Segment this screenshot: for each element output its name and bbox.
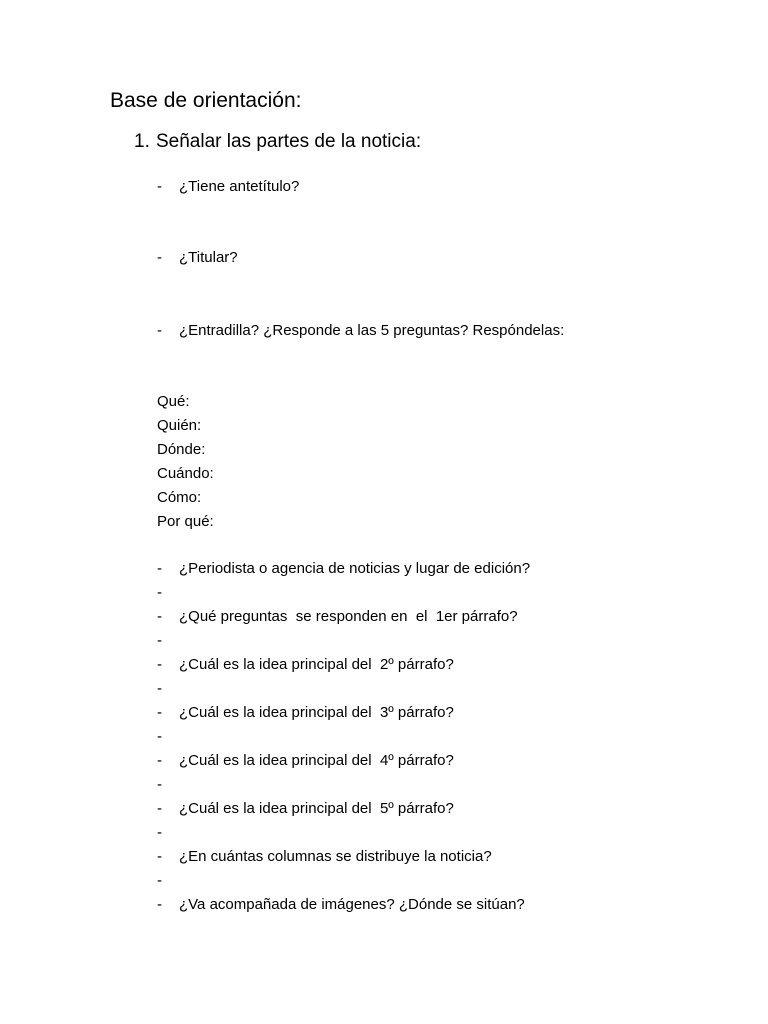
- bullet-text: ¿Cuál es la idea principal del 2º párrafo?: [179, 656, 454, 673]
- bullet-dash: -: [157, 872, 162, 889]
- bullet-text: ¿Cuál es la idea principal del 4º párrafo?: [179, 752, 454, 769]
- bullet-dash: -: [157, 322, 162, 339]
- bullet-dash: -: [157, 728, 162, 745]
- question-label: Qué:: [157, 393, 190, 410]
- bullet-dash: -: [157, 680, 162, 697]
- bullet-dash: -: [157, 249, 162, 266]
- bullet-dash: -: [157, 560, 162, 577]
- bullet-text: ¿Titular?: [179, 249, 238, 266]
- page-heading: Base de orientación:: [110, 89, 302, 112]
- bullet-text: ¿Qué preguntas se responden en el 1er párrafo?: [179, 608, 518, 625]
- bullet-text: ¿Cuál es la idea principal del 5º párrafo?: [179, 800, 454, 817]
- bullet-text: ¿Entradilla? ¿Responde a las 5 preguntas? Respóndelas:: [179, 322, 565, 339]
- bullet-dash: -: [157, 896, 162, 913]
- bullet-text: ¿En cuántas columnas se distribuye la noticia?: [179, 848, 492, 865]
- bullet-text: ¿Va acompañada de imágenes? ¿Dónde se sitúan?: [179, 896, 525, 913]
- bullet-dash: -: [157, 632, 162, 649]
- question-label: Quién:: [157, 417, 202, 434]
- bullet-dash: -: [157, 848, 162, 865]
- question-label: Por qué:: [157, 513, 214, 530]
- question-label: Cuándo:: [157, 465, 214, 482]
- numbered-item: [134, 130, 421, 154]
- numbered-item-text: Señalar las partes de la noticia:: [156, 131, 422, 152]
- bullet-dash: -: [157, 776, 162, 793]
- bullet-dash: -: [157, 178, 162, 195]
- numbered-item-number: 1.: [134, 131, 150, 152]
- question-label: Dónde:: [157, 441, 206, 458]
- bullet-dash: -: [157, 752, 162, 769]
- bullet-dash: -: [157, 704, 162, 721]
- bullet-dash: -: [157, 656, 162, 673]
- question-label: Cómo:: [157, 489, 202, 506]
- bullet-dash: -: [157, 824, 162, 841]
- bullet-text: ¿Periodista o agencia de noticias y lugar de edición?: [179, 560, 531, 577]
- bullet-text: ¿Cuál es la idea principal del 3º párrafo?: [179, 704, 454, 721]
- bullet-dash: -: [157, 800, 162, 817]
- bullet-dash: -: [157, 608, 162, 625]
- bullet-dash: -: [157, 584, 162, 601]
- bullet-text: ¿Tiene antetítulo?: [179, 178, 300, 195]
